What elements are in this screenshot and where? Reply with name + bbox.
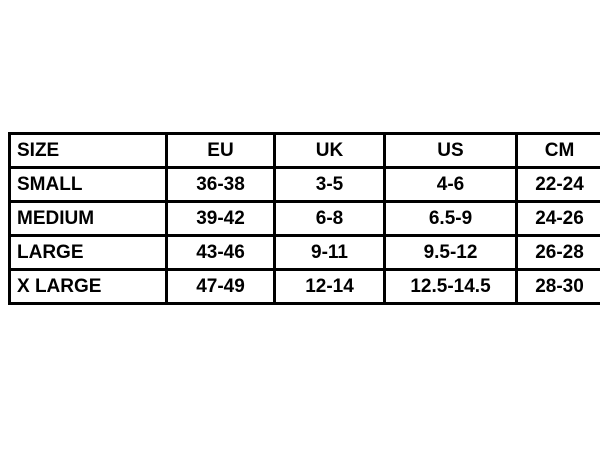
cell-cm-large: 26-28 (517, 236, 600, 270)
cell-cm-small: 22-24 (517, 168, 600, 202)
cell-uk-x-large: 12-14 (275, 270, 385, 304)
cell-uk-medium: 6-8 (275, 202, 385, 236)
cell-us-x-large: 12.5-14.5 (385, 270, 517, 304)
cell-cm-x-large: 28-30 (517, 270, 600, 304)
cell-eu-medium: 39-42 (167, 202, 275, 236)
column-header-eu: EU (167, 134, 275, 168)
table-row (10, 270, 600, 304)
cell-us-small: 4-6 (385, 168, 517, 202)
size-chart-container (8, 132, 592, 305)
cell-us-large: 9.5-12 (385, 236, 517, 270)
table-row (10, 168, 600, 202)
table-header-row (10, 134, 600, 168)
table-row (10, 236, 600, 270)
cell-cm-medium: 24-26 (517, 202, 600, 236)
cell-size-medium: MEDIUM (10, 202, 167, 236)
cell-us-medium: 6.5-9 (385, 202, 517, 236)
size-chart-table (8, 132, 600, 305)
cell-eu-x-large: 47-49 (167, 270, 275, 304)
table-row (10, 202, 600, 236)
cell-size-x-large: X LARGE (10, 270, 167, 304)
column-header-us: US (385, 134, 517, 168)
cell-size-large: LARGE (10, 236, 167, 270)
cell-uk-large: 9-11 (275, 236, 385, 270)
cell-size-small: SMALL (10, 168, 167, 202)
table-body (10, 168, 600, 304)
cell-uk-small: 3-5 (275, 168, 385, 202)
column-header-uk: UK (275, 134, 385, 168)
table-header (10, 134, 600, 168)
column-header-cm: CM (517, 134, 600, 168)
column-header-size: SIZE (10, 134, 167, 168)
cell-eu-small: 36-38 (167, 168, 275, 202)
cell-eu-large: 43-46 (167, 236, 275, 270)
